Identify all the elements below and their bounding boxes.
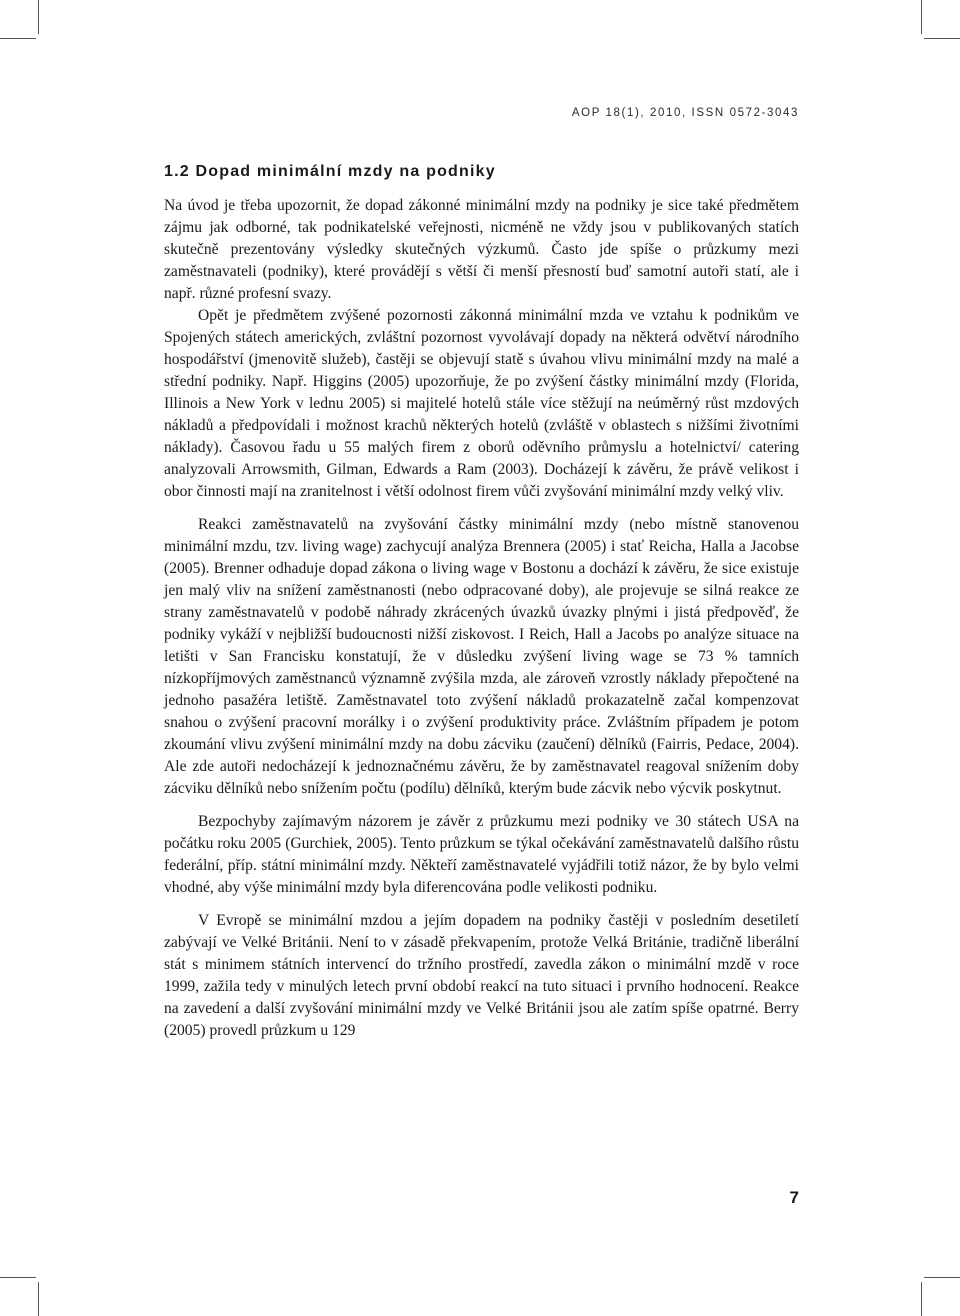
crop-mark-top-left-horizontal — [0, 38, 36, 39]
paragraph: Bezpochyby zajímavým názorem je závěr z průzkumu mezi podniky ve 30 státech USA na počátku roku 2005 (Gurchiek, 2005). Tento průzkum se týkal očekávání zaměstnavatelů dalšího růstu federální, příp. státní minimální mzdy. Někteří zaměstnavatelé vyjádřili totiž názor, že by bylo velmi vhodné, aby výše minimální mzdy byla diferencována podle velikosti podniku. — [164, 813, 799, 896]
body-text — [164, 195, 799, 1042]
crop-mark-top-right-horizontal — [924, 38, 960, 39]
paragraph: V Evropě se minimální mzdou a jejím dopadem na podniky častěji v posledním desetiletí zabývají ve Velké Británii. Není to v zásadě překvapením, protože Velká Británie, tradičně liberální stát s minimem státních intervencí do tržního prostředí, zavedla zákon o minimální mzdě v roce 1999, zažila tedy v minulých letech první období reakcí na tuto situaci i prvního hodnocení. Reakce na zavedení a další zvyšování minimální mzdy ve Velké Británii jsou ale zatím spíše opatrné. Berry (2005) provedl průzkum u 129 — [164, 912, 799, 1039]
page-number: 7 — [789, 1188, 799, 1207]
paragraph: Opět je předmětem zvýšené pozornosti zákonná minimální mzda ve vztahu k podnikům ve Spojených státech amerických, zvláštní pozornost vyvolávají dopady na některá odvětví národního hospodářství (jmenovitě služeb), častěji se objevují statě s úvahou vlivu minimální mzdy na malé a střední podniky. Např. Higgins (2005) upozorňuje, že po zvýšení částky minimální mzdy (Florida, Illinois a New York v lednu 2005) si majitelé hotelů stále více stěžují na neúměrný růst mzdových nákladů a předpovídali i možnost krachů některých hotelů (zvláště v oblastech s nižšími životními náklady). Časovou řadu u 55 malých firem z oborů oděvního průmyslu a hotelnictví/ catering analyzovali Arrowsmith, Gilman, Edwards a Ram (2003). Docházejí k závěru, že právě velikost i obor činnosti mají na zranitelnost i větší odolnost firem vůči zvyšování minimální mzdy velký vliv. — [164, 307, 799, 500]
paragraph: Na úvod je třeba upozornit, že dopad zákonné minimální mzdy na podniky je sice také předmětem zájmu jak odborné, tak podnikatelské veřejnosti, nicméně ne vždy jsou v publikovaných statích skutečně prezentovány výsledky skutečných výzkumů. Často jde spíše o průzkumy mezi zaměstnavateli (podniky), které provádějí s větší či menší přesností buď samotní autoři statí, ale i např. různé profesní svazy. — [164, 197, 799, 302]
crop-mark-bottom-right-horizontal — [924, 1277, 960, 1278]
paragraph: Reakci zaměstnavatelů na zvyšování částky minimální mzdy (nebo místně stanovenou minimální mzdu, tzv. living wage) zachycují analýza Brennera (2005) i stať Reicha, Halla a Jacobse (2005). Brenner odhaduje dopad zákona o living wage v Bostonu a dochází k závěru, že sice existuje jen malý vliv na snížení zaměstnanosti (nebo odpracované doby), ale projevuje se silná reakce ze strany zaměstnavatelů v podobě náhrady zkrácených úvazků úvazky plnými i jistá předpověď, že podniky vykáží v nejbližší budoucnosti nižší ziskovost. I Reich, Hall a Jacobs po analýze situace na letišti v San Francisku konstatují, že v důsledku zvýšení living wage se 73 % tamních nízkopříjmových zaměstnanců významně zvýšila mzda, ale zároveň vzrostly náklady přepočtené na jednoho pasažéra letiště. Zaměstnavatel toto zvýšení nákladů prokazatelně začal kompenzovat snahou o zvýšení pracovní morálky i o zvýšení produktivity práce. Zvláštním případem je potom zkoumání vlivu zvýšení minimální mzdy na dobu zácviku (zaučení) dělníků (Fairris, Pedace, 2004). Ale zde autoři nedocházejí k jednoznačnému závěru, že by zaměstnavatel reagoval snížením doby zácviku dělníků nebo snížením počtu (podílu) dělníků, kterým bude zácvik nebo výcvik poskytnut. — [164, 516, 799, 797]
crop-mark-bottom-left-horizontal — [0, 1277, 36, 1278]
crop-mark-top-left-vertical — [38, 0, 39, 34]
crop-mark-bottom-left-vertical — [38, 1282, 39, 1316]
crop-mark-bottom-right-vertical — [921, 1282, 922, 1316]
section-title: 1.2 Dopad minimální mzdy na podniky — [164, 163, 496, 180]
crop-mark-top-right-vertical — [921, 0, 922, 34]
running-header: AOP 18(1), 2010, ISSN 0572-3043 — [571, 107, 799, 119]
